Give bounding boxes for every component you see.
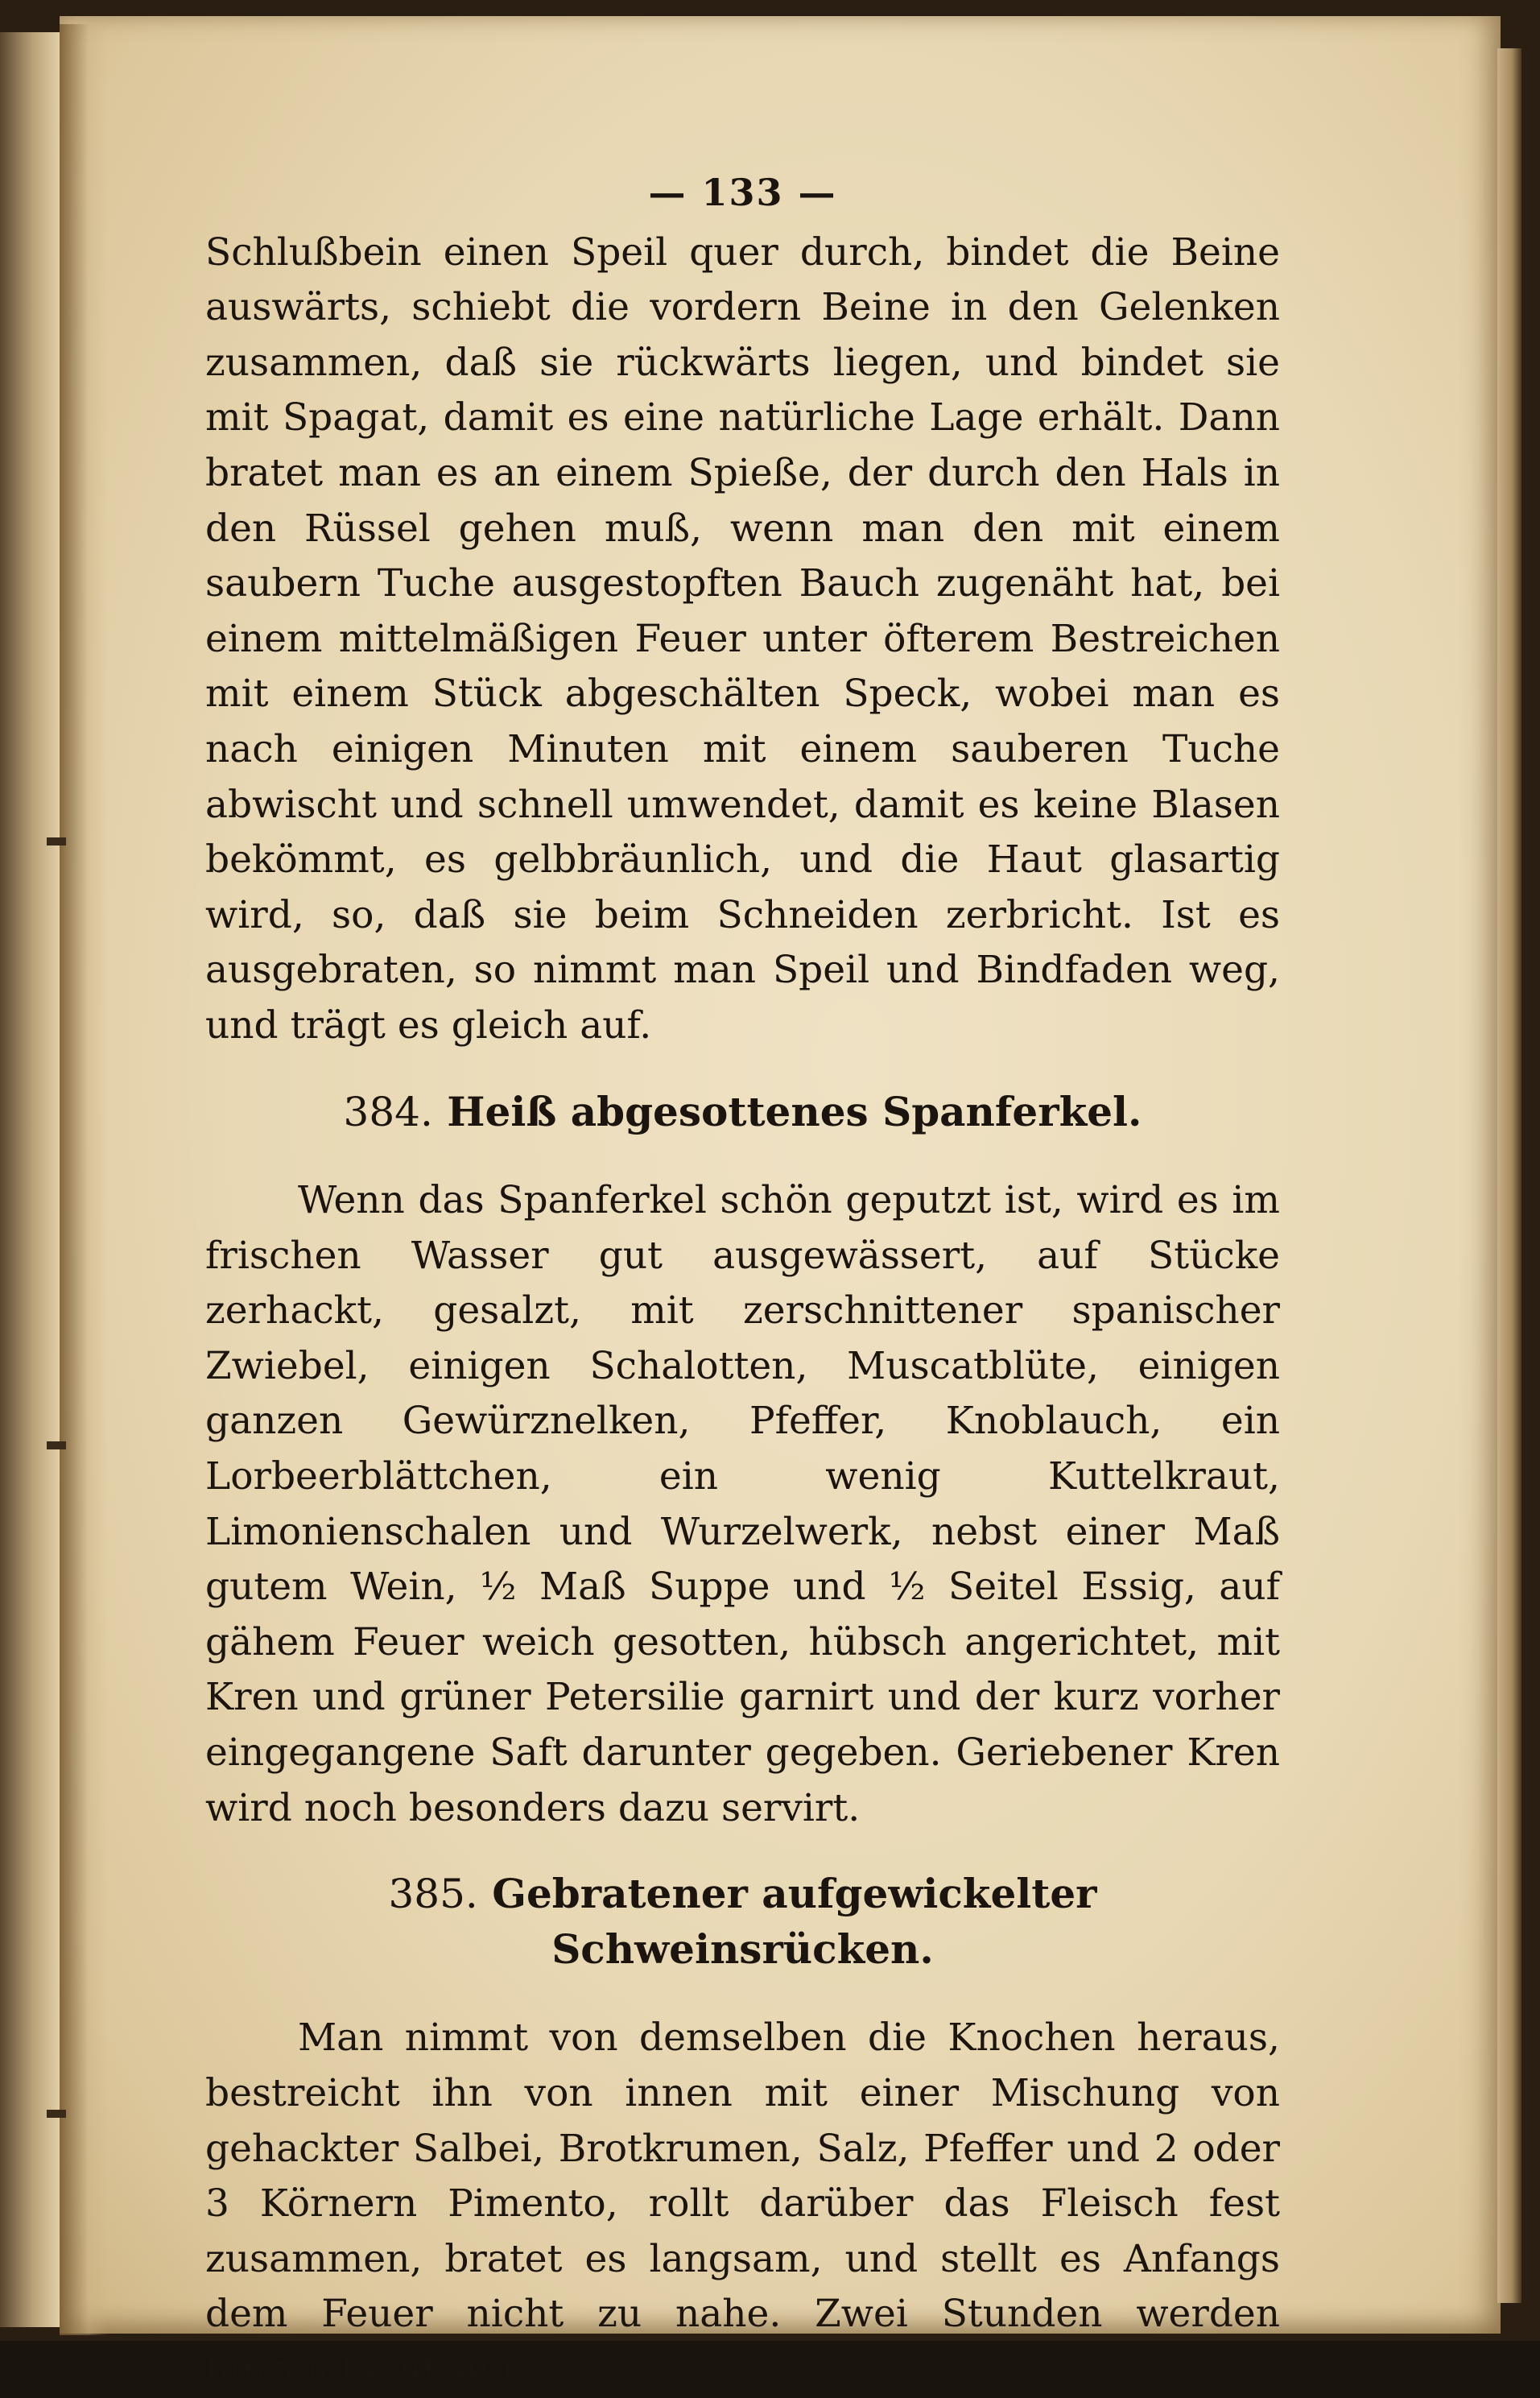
binding-thread-mark bbox=[47, 1441, 66, 1449]
binding-thread-mark bbox=[47, 2110, 66, 2118]
gutter-shadow bbox=[60, 24, 108, 2335]
continued-paragraph: Schlußbein einen Speil quer durch, bindet die Beine auswärts, schiebt die vordern Beine in den Gelenken zusammen, daß sie rückwärts liegen, und bindet sie mit Spagat, damit es eine natürliche Lage erhält. Dann bratet man es an einem Spieße, der durch den Hals in den Rüssel gehen muß, wenn man den mit einem saubern Tuche ausgestopften Bauch zugenäht hat, bei einem mittelmäßigen Feuer unter öfterem Bestreichen mit einem Stück abgeschälten Speck, wobei man es nach einigen Minuten mit einem sauberen Tuche abwischt und schnell umwendet, damit es keine Blasen bekömmt, es gelbbräunlich, und die Haut glasartig wird, so, daß sie beim Schneiden zerbricht. Ist es ausgebraten, so nimmt man Speil und Bindfaden weg, und trägt es gleich auf. bbox=[205, 229, 1280, 1048]
binding-thread-mark bbox=[47, 837, 66, 846]
recipe-title: Gebratener aufgewickelter Schweinsrücken. bbox=[492, 1870, 1097, 1973]
recipe-body-385: Man nimmt von demselben die Knochen heraus, bestreicht ihn von innen mit einer Mischung von gehackter Salbei, Brotkrumen, Salz, Pfeffer und 2 oder 3 Körnern Pimento, rollt darüber das Fleisch fest zusammen, bratet es langsam, und stellt es Anfangs dem Feuer nicht zu nahe. Zwei Stunden werden hinreichend sein. bbox=[205, 2016, 1280, 2392]
recipe-number: 384. bbox=[343, 1088, 433, 1135]
page-number: — 133 — bbox=[648, 171, 837, 214]
recipe-title: Heiß abgesottenes Spanferkel. bbox=[447, 1087, 1142, 1135]
left-page-edge bbox=[0, 32, 62, 2327]
recipe-body-384: Wenn das Spanferkel schön geputzt ist, wird es im frischen Wasser gut ausgewässert, auf Stücke zerhackt, gesalzt, mit zerschnittener spanischer Zwiebel, einigen Schalotten, Muscatblüte, einigen ganzen Gewürznelken, Pfeffer, Knoblauch, ein Lorbeerblättchen, ein wenig Kuttelkraut, Limonienschalen und Wurzelwerk, nebst einer Maß gutem Wein, ½ Maß Suppe und ½ Seitel Essig, auf gähem Feuer weich gesotten, hübsch angerichtet, mit Kren und grüner Petersilie garnirt und der kurz vorher eingegangene Saft darunter gegeben. Geriebener Kren wird noch besonders dazu servirt. bbox=[205, 1178, 1280, 1830]
recipe-number: 385. bbox=[388, 1871, 478, 1918]
recipe-heading-384 bbox=[205, 1085, 1280, 1140]
right-page-edge bbox=[1497, 48, 1521, 2303]
page-text bbox=[205, 165, 1280, 2398]
recipe-heading-385 bbox=[205, 1867, 1280, 1977]
